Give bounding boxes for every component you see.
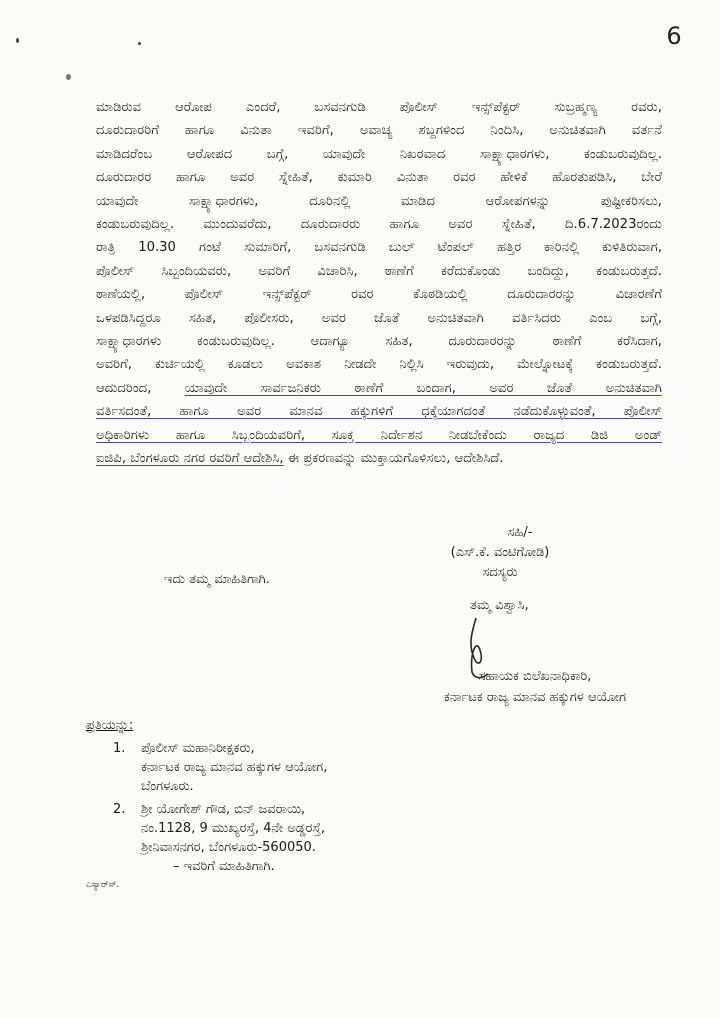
recipient-line: ಶ್ರೀ ಯೋಗೇಶ್ ಗೌಡ, ಬಿನ್ ಜವರಾಯಿ,	[141, 802, 306, 817]
directive-text: ಅಧಿಕಾರಿಗಳು ಹಾಗೂ ಸಿಬ್ಬಂದಿಯವರಿಗೆ, ಸೂಕ್ತ ನಿರ್ದೇಶನ ನೀಡಬೇಕೆಂದು ರಾಜ್ಯದ ಡಿಜಿ ಅಂಡ್	[96, 427, 662, 443]
member-name: (ಎಸ್.ಕೆ. ವಂಟಿಗೋಡಿ)	[450, 545, 550, 560]
regards: ತಮ್ಮ ವಿಶ್ವಾಸಿ,	[470, 598, 529, 613]
body-line: ದೂರುದಾರರಿಗೆ ಹಾಗೂ ವಿನುತಾ ಇವರಿಗೆ, ಅವಾಚ್ಯ ಶಬ್ದಗಳಿಂದ ನಿಂದಿಸಿ, ಅನುಚಿತವಾಗಿ ವರ್ತನೆ	[96, 123, 662, 139]
initials-stamp: ಎಸ್ಯಾರ್‌ಸ್.	[86, 880, 120, 890]
copy-recipient	[86, 800, 327, 857]
scan-speck	[66, 74, 71, 80]
signed-mark: ಸಹಿ/-	[507, 525, 533, 540]
copies-heading: ಪ್ರತಿಯನ್ನು:	[86, 718, 134, 733]
copies-section	[86, 716, 327, 876]
recipient-number: 2.	[113, 802, 126, 817]
order-body	[96, 96, 662, 471]
body-line: ಯಾವುದೇ ಸಾಕ್ಷ್ಯಾಧಾರಗಳು, ದೂರಿನಲ್ಲಿ ಮಾಡಿದ ಆರೋಪಗಳನ್ನು ಪುಷ್ಟೀಕರಿಸಲು,	[96, 193, 662, 209]
body-line: ಅವರಿಗೆ, ಕುರ್ಚಿಯಲ್ಲಿ ಕೂಡಲು ಅವಕಾಶ ನೀಡದೇ ನಿಲ್ಲಿಸಿ ಇರುವುದು, ಮೇಲ್ನೋಟಕ್ಕೆ ಕಂಡುಬರುತ್ತದೆ.	[96, 357, 662, 373]
body-line: ದೂರುದಾರರ ಹಾಗೂ ಅವರ ಸ್ನೇಹಿತೆ, ಕುಮಾರಿ ವಿನುತಾ ರವರ ಹೇಳಿಕೆ ಹೊರತುಪಡಿಸಿ, ಬೇರೆ	[96, 170, 662, 186]
recipient-line: ಬೆಂಗಳೂರು.	[141, 779, 194, 794]
officer-block	[400, 666, 670, 708]
conclusion-line	[96, 447, 662, 470]
page-number: 6	[666, 22, 682, 50]
conclusion-line	[96, 377, 662, 400]
conclusion-end: ಈ ಪ್ರಕರಣವನ್ನು ಮುಕ್ತಾಯಗೊಳಿಸಲು, ಆದೇಶಿಸಿದೆ.	[283, 451, 504, 467]
directive-text: ಯಾವುದೇ ಸಾರ್ವಜನಿಕರು ಠಾಣೆಗೆ ಬಂದಾಗ, ಅವರ ಜೊತೆ ಅನುಚಿತವಾಗಿ	[184, 380, 662, 396]
copy-recipient	[86, 739, 327, 796]
directive-text: ಐಜಿಪಿ, ಬೆಂಗಳೂರು ನಗರ ರವರಿಗೆ ಆದೇಶಿಸಿ,	[96, 451, 284, 467]
member-signatory	[430, 523, 570, 583]
copies-note: – ಇವರಿಗೆ ಮಾಹಿತಿಗಾಗಿ.	[173, 859, 275, 874]
officer-organisation: ಕರ್ನಾಟಕ ರಾಜ್ಯ ಮಾನವ ಹಕ್ಕುಗಳ ಆಯೋಗ	[443, 690, 627, 705]
body-line: ಸಾಕ್ಷ್ಯಾಧಾರಗಳು ಕಂಡುಬರುವುದಿಲ್ಲ. ಆದಾಗ್ಯೂ ಸಹಿತ, ದೂರುದಾರರನ್ನು ಠಾಣೆಗೆ ಕರೆಸಿದಾಗ,	[96, 334, 662, 350]
recipient-line: ಕರ್ನಾಟಕ ರಾಜ್ಯ ಮಾನವ ಹಕ್ಕುಗಳ ಆಯೋಗ,	[141, 760, 328, 775]
scan-speck	[138, 42, 141, 45]
officer-designation: ಸಹಾಯಕ ಬಿಲೆಖನಾಧಿಕಾರಿ,	[478, 669, 592, 684]
body-line: ಕಂಡುಬರುವುದಿಲ್ಲ. ಮುಂದುವರೆದು, ದೂರುದಾರರು ಹಾಗೂ ಅವರ ಸ್ನೇಹಿತೆ, ದಿ.6.7.2023ರಂದು	[96, 217, 662, 233]
conclusion-start: ಆದುದರಿಂದ,	[96, 380, 152, 396]
body-line: ಮಾಡಿರುವ ಆರೋಪ ಎಂದರೆ, ಬಸವನಗುಡಿ ಪೊಲೀಸ್ ಇನ್ಸ್‌ಪೆಕ್ಟರ್ ಸುಬ್ರಹ್ಮಣ್ಯ ರವರು,	[96, 100, 662, 115]
member-designation: ಸದಸ್ಯರು	[482, 565, 518, 580]
recipient-line: ನಂ.1128, 9 ಮುಖ್ಯರಸ್ತೆ, 4ನೇ ಅಡ್ಡರಸ್ತೆ,	[141, 821, 326, 836]
recipient-line: ಶ್ರೀನಿವಾಸನಗರ, ಬೆಂಗಳೂರು-560050.	[141, 840, 316, 855]
body-line: ಒಳಪಡಿಸಿದ್ದರೂ ಸಹಿತ, ಪೊಲೀಸರು, ಅವರ ಜೊತೆ ಅನುಚಿತವಾಗಿ ವರ್ತಿಸಿದರು ಎಂಬ ಬಗ್ಗೆ,	[96, 310, 662, 326]
info-note: ಇದು ತಮ್ಮ ಮಾಹಿತಿಗಾಗಿ.	[164, 572, 270, 587]
recipient-number: 1.	[113, 741, 126, 756]
recipient-line: ಪೊಲೀಸ್ ಮಹಾನಿರೀಕ್ಷಕರು,	[141, 741, 255, 756]
scan-speck	[16, 38, 19, 43]
directive-text: ವರ್ತಿಸದಂತೆ, ಹಾಗೂ ಅವರ ಮಾನವ ಹಕ್ಕುಗಳಿಗೆ ಧಕ್ಕೆಯಾಗದಂತೆ ನಡೆದುಕೊಳ್ಳುವಂತೆ, ಪೊಲೀಸ್	[96, 404, 662, 420]
body-line: ಠಾಣೆಯಲ್ಲಿ, ಪೊಲೀಸ್ ಇನ್ಸ್‌ಪೆಕ್ಟರ್ ರವರ ಕೊಠಡಿಯಲ್ಲಿ ದೂರುದಾರರನ್ನು ವಿಚಾರಣೆಗೆ	[96, 287, 662, 303]
body-line: ಪೊಲೀಸ್ ಸಿಬ್ಬಂದಿಯವರು, ಅವರಿಗೆ ವಿಚಾರಿಸಿ, ಠಾಣೆಗೆ ಕರೆದುಕೊಂಡು ಬಂದಿದ್ದು, ಕಂಡುಬರುತ್ತದೆ.	[96, 263, 662, 279]
body-line: ಮಾಡಿದರೆಂಬ ಆರೋಪದ ಬಗ್ಗೆ, ಯಾವುದೇ ನಿಖರವಾದ ಸಾಕ್ಷ್ಯಾಧಾರಗಳು, ಕಂಡುಬರುವುದಿಲ್ಲ.	[96, 146, 662, 162]
body-line: ರಾತ್ರಿ 10.30 ಗಂಟೆ ಸುಮಾರಿಗೆ, ಬಸವನಗುಡಿ ಬುಲ್ ಟೆಂಪಲ್ ಹತ್ತಿರ ಕಾರಿನಲ್ಲಿ ಕುಳಿತಿರುವಾಗ,	[96, 240, 662, 256]
